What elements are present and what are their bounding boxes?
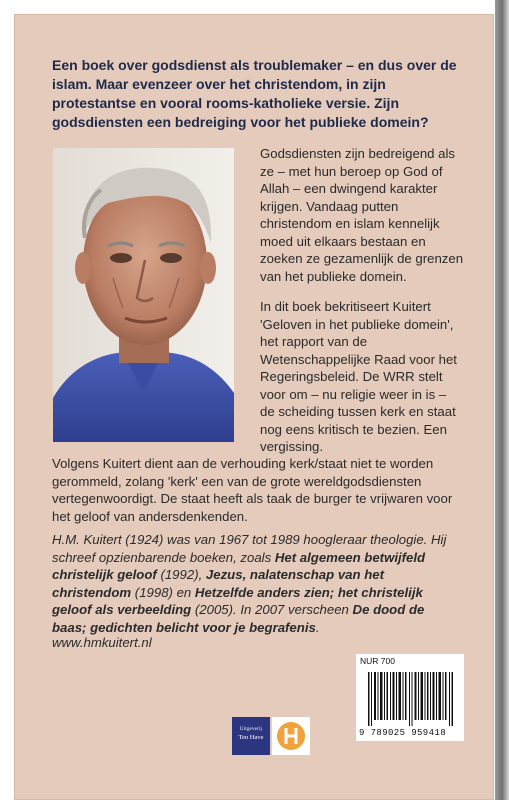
bio-book-title-3: Hetzelfde anders zien; het christelijk geloof als verbeelding: [52, 584, 423, 617]
book-spine-edge: [495, 0, 509, 800]
author-portrait-illustration: [53, 148, 234, 442]
barcode-icon: [368, 672, 454, 726]
website-url: www.hmkuitert.nl: [52, 635, 152, 650]
right-paragraph-2: In dit boek bekritiseert Kuitert 'Geloven in het publieke domein', het rapport van de Wetenschappelijke Raad voor het Regeringsbeleid. De WRR stelt voor om – nu religie weer in is – de scheiding tussen kerk en staat nog eens kritisch te bezien. Een vergissing.: [260, 299, 457, 454]
publisher-symbol-icon: [272, 717, 310, 755]
nur-code: NUR 700: [360, 656, 395, 666]
bio-text-5: .: [315, 619, 320, 635]
bio-book-title-1: Het algemeen betwijfeld christelijk geloof: [52, 549, 426, 582]
bio-text-1: H.M. Kuitert (1924) was van 1967 tot 1989 hoogleraar theologie. Hij schreef opzienbarende boeken, zoals: [52, 532, 447, 565]
publisher-name: Ten Have: [238, 734, 264, 741]
bio-text-2: (1992),: [156, 567, 206, 582]
bio-book-title-4: De dood de baas; gedichten belicht voor je begrafenis: [52, 602, 425, 635]
barcode-label: [356, 654, 464, 741]
publisher-label: Uitgeverij: [239, 727, 263, 732]
bio-book-title-2: Jezus, nalatenschap van het christendom: [52, 567, 385, 600]
author-photo: [53, 148, 234, 442]
body-paragraph: Volgens Kuitert dient aan de verhouding kerk/staat niet te worden gerommeld, zolang 'kerk' een van de grote wereldgodsdiensten vertegenwoordigt. De staat heeft als taak de burger te vrijwaren voor het geloof van andersdenkenden.: [52, 456, 453, 524]
right-text-column: [260, 145, 464, 469]
bio-text-3: (1998) en: [131, 584, 195, 600]
bio-text-4: (2005). In 2007 verscheen: [191, 602, 353, 617]
intro-text: Een boek over godsdienst als troublemaker – en dus over de islam. Maar evenzeer over het christendom, in zijn protestantse en vooral rooms-katholieke versie. Zijn godsdiensten een bedreiging voor het publieke domein?: [52, 57, 457, 130]
author-bio: [52, 531, 462, 636]
barcode-digits: 9 789025 959418: [359, 728, 447, 738]
right-paragraph-1: Godsdiensten zijn bedreigend als ze – met hun beroep op God of Allah – een dwingend karakter krijgen. Vandaag putten christendom en islam kennelijk moed uit elkaars bestaan en zoeken ze gezamenlijk de grenzen van het publieke domein.: [260, 146, 464, 284]
publisher-logo: [232, 717, 270, 755]
